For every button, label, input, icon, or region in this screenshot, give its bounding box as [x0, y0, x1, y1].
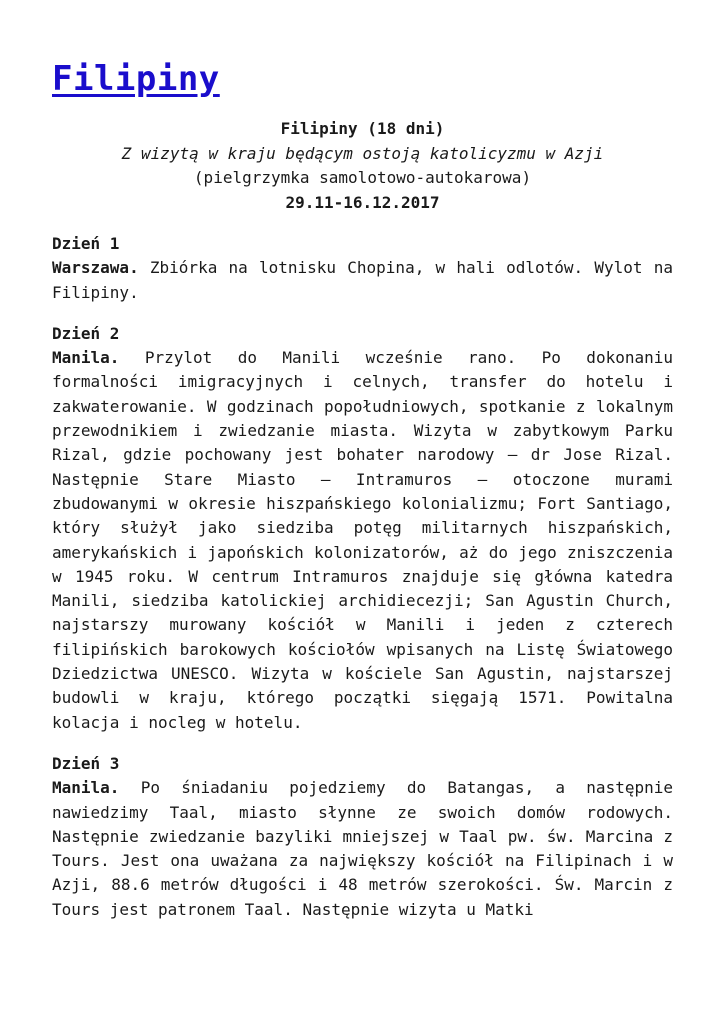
day-heading: Dzień 1: [52, 234, 120, 253]
day-text: Zbiórka na lotnisku Chopina, w hali odlotów. Wylot na Filipiny.: [52, 258, 673, 302]
day-heading: Dzień 2: [52, 323, 120, 343]
day-description: [52, 346, 673, 735]
day-text: Przylot do Manili wcześnie rano. Po dokonaniu formalności imigracyjnych i celnych, transfer do hotelu i zakwaterowanie. W godzinach popołudniowych, spotkanie z lokalnym przewodnikiem i zwiedzanie miasta. Wizyta w zabytkowym Parku Rizal, gdzie pochowany jest bohater narodowy – dr Jose Rizal. Następnie Stare Miasto – Intramuros – otoczone murami zbudowanymi w okresie hiszpańskiego kolonializmu; Fort Santiago, który służył jako siedziba potęg militarnych hiszpańskich, amerykańskich i japońskich kolonizatorów, aż do jego zniszczenia w 1945 roku. W centrum Intramuros znajduje się główna katedra Manili, siedziba katolickiej archidiecezji; San Agustin Church, najstarszy murowany kościół w Manili i jeden z czterech filipińskich barokowych kościołów wpisanych na Listę Światowego Dziedzictwa UNESCO. Wizyta w kościele San Agustin, najstarszej budowli w kraju, którego początki sięgają 1571. Powitalna kolacja i nocleg w hotelu.: [52, 348, 673, 732]
page-title-link[interactable]: Filipiny: [52, 59, 220, 99]
day-description: [52, 256, 673, 305]
day-place: Manila.: [52, 348, 120, 368]
day-section-2: [52, 322, 673, 735]
day-place: Manila.: [52, 778, 120, 798]
day-heading: Dzień 3: [52, 753, 120, 773]
trip-intro: [52, 117, 673, 215]
day-section-3: [52, 752, 673, 922]
trip-dates: 29.11-16.12.2017: [285, 192, 440, 212]
day-text: Po śniadaniu pojedziemy do Batangas, a następnie nawiedzimy Taal, miasto słynne ze swoich domów rodowych. Następnie zwiedzanie bazyliki mniejszej w Taal pw. św. Marcina z Tours. Jest ona uważana za największy kościół na Filipinach i w Azji, 88.6 metrów długości i 48 metrów szerokości. Św. Marcin z Tours jest patronem Taal. Następnie wizyta u Matki: [52, 778, 673, 919]
trip-name: Filipiny (18 dni): [280, 119, 445, 138]
document-page: [52, 55, 673, 922]
trip-subtitle: Z wizytą w kraju będącym ostoją katolicyzmu w Azji: [121, 143, 604, 163]
trip-type: (pielgrzymka samolotowo-autokarowa): [193, 168, 532, 187]
day-place: Warszawa.: [52, 258, 139, 278]
day-description: [52, 776, 673, 922]
day-section-1: [52, 232, 673, 305]
